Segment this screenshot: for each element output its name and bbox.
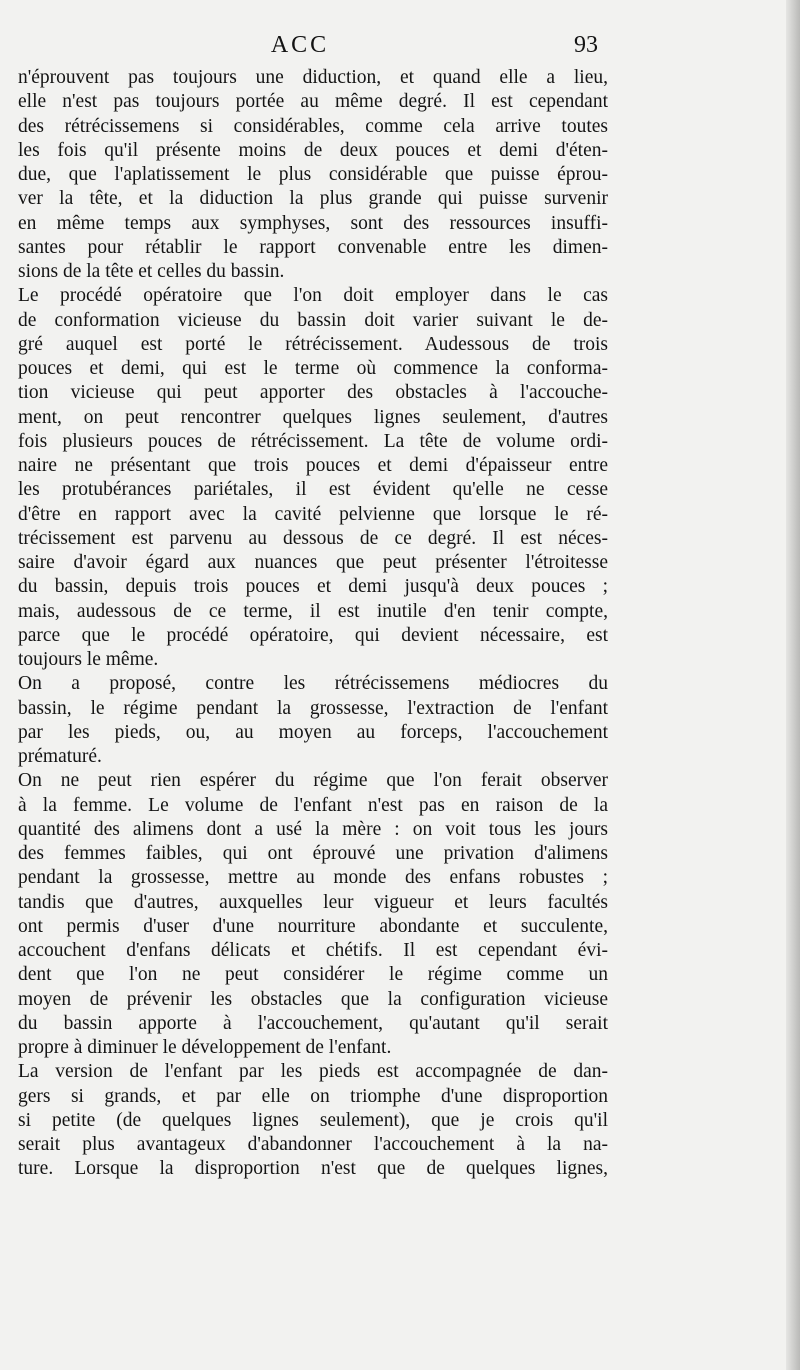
text-line: elle n'est pas toujours portée au même degré. Il est cependant bbox=[18, 91, 608, 113]
page-header bbox=[0, 32, 800, 66]
text-line: mais, audessous de ce terme, il est inutile d'en tenir compte, bbox=[18, 600, 608, 622]
text-line: prématuré. bbox=[18, 746, 102, 767]
text-line: due, que l'aplatissement le plus considérable que puisse éprou- bbox=[18, 164, 608, 185]
text-line: pendant la grossesse, mettre au monde des enfans robustes ; bbox=[18, 867, 608, 889]
text-line: les fois qu'il présente moins de deux pouces et demi d'éten- bbox=[18, 139, 608, 161]
text-line: n'éprouvent pas toujours une diduction, et quand elle a lieu, bbox=[18, 67, 608, 88]
text-line: On a proposé, contre les rétrécissemens médiocres du bbox=[18, 673, 608, 695]
text-line: les protubérances pariétales, il est évident qu'elle ne cesse bbox=[18, 479, 608, 501]
text-line: gers si grands, et par elle on triomphe d'une disproportion bbox=[18, 1085, 608, 1107]
text-line: toujours le même. bbox=[18, 649, 159, 670]
text-line: des rétrécissemens si considérables, comme cela arrive toutes bbox=[18, 115, 608, 137]
text-line: du bassin, depuis trois pouces et demi jusqu'à deux pouces ; bbox=[18, 576, 608, 598]
text-line: ture. Lorsque la disproportion n'est que de quelques lignes, bbox=[18, 1158, 608, 1180]
text-line: naire ne présentant que trois pouces et demi d'épaisseur entre bbox=[18, 455, 608, 476]
text-line: santes pour rétablir le rapport convenable entre les dimen- bbox=[18, 236, 608, 258]
text-line: pouces et demi, qui est le terme où commence la conforma- bbox=[18, 358, 608, 379]
text-line: bassin, le régime pendant la grossesse, l'extraction de l'enfant bbox=[18, 697, 608, 719]
text-line: par les pieds, ou, au moyen au forceps, l'accouchement bbox=[18, 721, 608, 743]
scan-edge bbox=[786, 0, 800, 1370]
page-number: 93 bbox=[574, 32, 598, 58]
text-line: fois plusieurs pouces de rétrécissement. La tête de volume ordi- bbox=[18, 430, 608, 452]
text-line: de conformation vicieuse du bassin doit varier suivant le de- bbox=[18, 309, 608, 331]
text-line: d'être en rapport avec la cavité pelvienne que lorsque le ré- bbox=[18, 503, 608, 525]
text-line: ont permis d'user d'une nourriture abondante et succulente, bbox=[18, 915, 608, 937]
text-line: quantité des alimens dont a usé la mère : on voit tous les jours bbox=[18, 818, 608, 840]
text-line: propre à diminuer le développement de l'enfant. bbox=[18, 1037, 392, 1058]
text-line: tion vicieuse qui peut apporter des obstacles à l'accouche- bbox=[18, 382, 608, 404]
text-line: serait plus avantageux d'abandonner l'accouchement à la na- bbox=[18, 1134, 608, 1155]
text-line: à la femme. Le volume de l'enfant n'est pas en raison de la bbox=[18, 794, 608, 816]
text-line: gré auquel est porté le rétrécissement. Audessous de trois bbox=[18, 333, 608, 355]
text-line: moyen de prévenir les obstacles que la configuration vicieuse bbox=[18, 988, 608, 1010]
text-line: dent que l'on ne peut considérer le régime comme un bbox=[18, 964, 608, 986]
text-line: saire d'avoir égard aux nuances que peut présenter l'étroitesse bbox=[18, 552, 608, 573]
text-body bbox=[18, 66, 608, 1182]
text-line: Le procédé opératoire que l'on doit employer dans le cas bbox=[18, 285, 608, 307]
text-line: si petite (de quelques lignes seulement), que je crois qu'il bbox=[18, 1109, 608, 1131]
text-line: des femmes faibles, qui ont éprouvé une privation d'alimens bbox=[18, 843, 608, 864]
text-line: ment, on peut rencontrer quelques lignes seulement, d'autres bbox=[18, 406, 608, 428]
text-line: ver la tête, et la diduction la plus grande qui puisse survenir bbox=[18, 188, 608, 210]
text-line: accouchent d'enfans délicats et chétifs. Il est cependant évi- bbox=[18, 940, 608, 961]
running-head: ACC bbox=[270, 32, 330, 58]
text-line: en même temps aux symphyses, sont des ressources insuffi- bbox=[18, 212, 608, 234]
text-line: tandis que d'autres, auxquelles leur vigueur et leurs facultés bbox=[18, 891, 608, 913]
text-line: La version de l'enfant par les pieds est accompagnée de dan- bbox=[18, 1061, 608, 1083]
text-line: sions de la tête et celles du bassin. bbox=[18, 261, 285, 282]
text-line: trécissement est parvenu au dessous de ce degré. Il est néces- bbox=[18, 527, 608, 549]
text-line: On ne peut rien espérer du régime que l'on ferait observer bbox=[18, 770, 608, 792]
text-line: parce que le procédé opératoire, qui devient nécessaire, est bbox=[18, 624, 608, 646]
text-line: du bassin apporte à l'accouchement, qu'autant qu'il serait bbox=[18, 1012, 608, 1034]
